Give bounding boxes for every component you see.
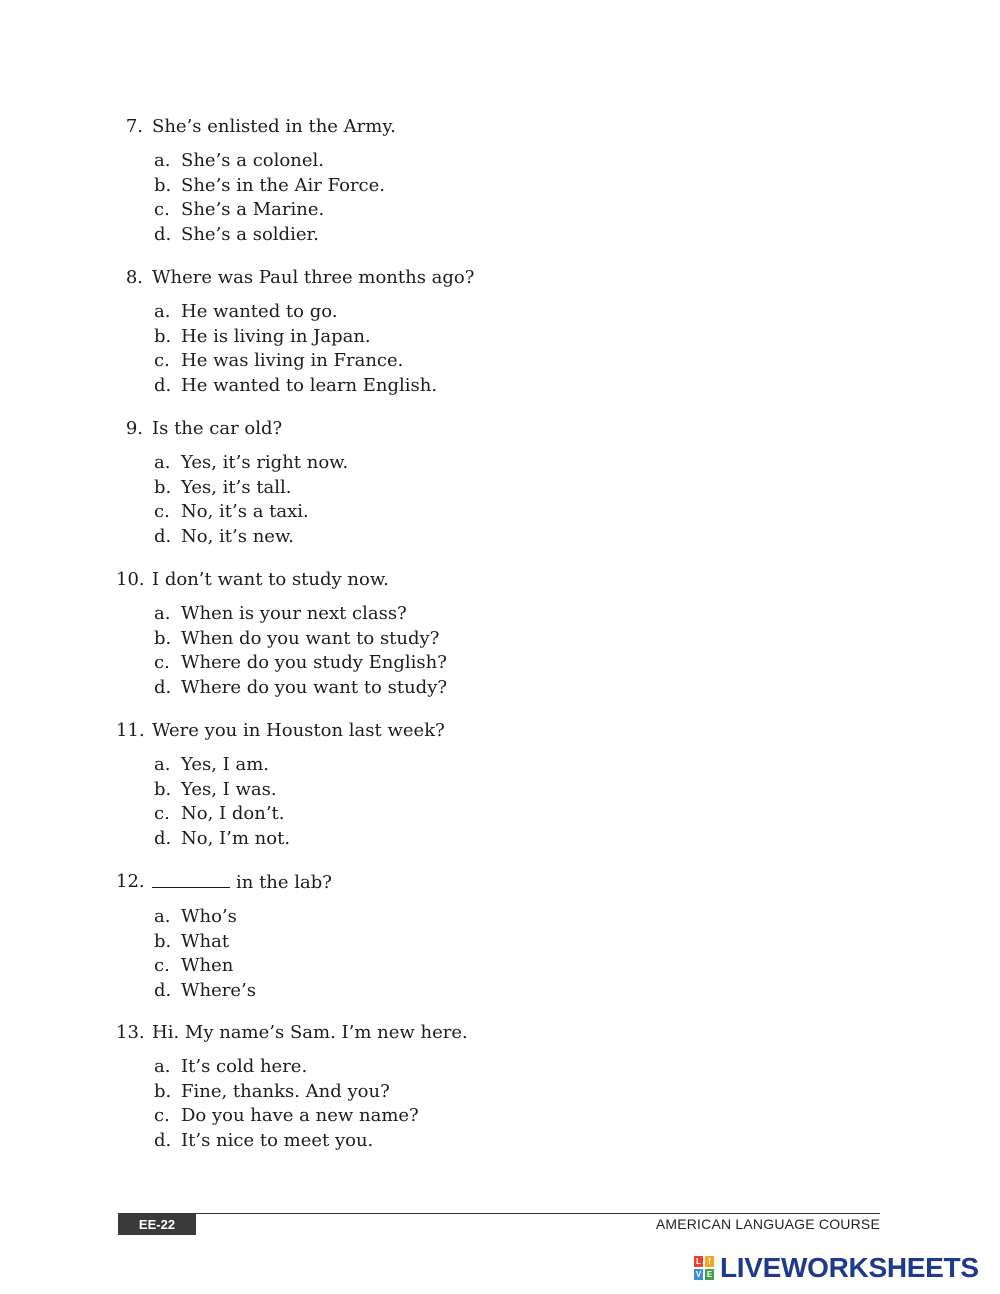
question-number: 11. [116,720,145,741]
option-letter: c. [154,652,170,674]
option-b[interactable] [154,778,816,803]
option-letter: b. [154,174,172,196]
option-text: She’s a soldier. [181,223,319,245]
option-b[interactable] [154,174,816,199]
option-text: It’s cold here. [181,1056,308,1077]
answer-options [154,753,816,851]
question-13 [116,1021,816,1153]
answer-options [154,602,816,700]
option-letter: b. [154,325,172,347]
question-11 [116,719,816,851]
answer-options [154,451,816,549]
option-text: It’s nice to meet you. [181,1129,374,1151]
option-c[interactable] [154,1104,816,1129]
option-a[interactable] [154,149,816,174]
option-letter: c. [154,199,170,221]
option-text: She’s a colonel. [181,150,324,171]
option-text: He wanted to learn English. [181,374,438,396]
option-d[interactable] [154,525,816,550]
option-a[interactable] [154,753,816,778]
question-10 [116,568,816,700]
option-b[interactable] [154,627,816,652]
liveworksheets-brand[interactable] [694,1253,979,1283]
liveworksheets-logo-icon [694,1256,714,1280]
option-b[interactable] [154,325,816,350]
answer-options [154,1055,816,1153]
question-number: 12. [116,871,145,892]
logo-tile: V [695,1270,702,1279]
option-text: He is living in Japan. [181,325,371,347]
question-7 [116,115,816,247]
page-number-badge: EE-22 [118,1214,196,1235]
option-text: He was living in France. [181,350,404,372]
option-letter: c. [154,350,170,372]
option-c[interactable] [154,349,816,374]
option-text: Yes, I am. [181,754,270,775]
option-letter: c. [154,1105,170,1127]
question-number: 9. [125,418,143,439]
option-letter: a. [154,1056,171,1077]
question-number: 8. [125,267,143,288]
question-stem: Is the car old? [152,418,283,439]
option-b[interactable] [154,1080,816,1105]
option-letter: b. [154,476,172,498]
option-text: Yes, it’s right now. [181,452,349,473]
logo-tile: L [694,1256,703,1267]
option-a[interactable] [154,1055,816,1080]
option-d[interactable] [154,374,816,399]
option-text: She’s in the Air Force. [181,174,386,196]
option-letter: a. [154,150,171,171]
option-text: When do you want to study? [181,627,440,649]
option-letter: d. [154,979,172,1001]
option-d[interactable] [154,1129,816,1154]
option-text: No, it’s a taxi. [181,501,309,523]
option-a[interactable] [154,602,816,627]
option-a[interactable] [154,300,816,325]
option-a[interactable] [154,451,816,476]
option-letter: b. [154,1080,172,1102]
option-letter: d. [154,676,172,698]
option-letter: d. [154,223,172,245]
question-stem: I don’t want to study now. [152,569,389,590]
option-letter: a. [154,906,171,927]
question-9 [116,417,816,549]
answer-options [154,300,816,398]
option-c[interactable] [154,954,816,979]
option-c[interactable] [154,500,816,525]
fill-in-blank [152,870,230,888]
option-letter: d. [154,374,172,396]
option-text: Yes, I was. [181,778,277,800]
brand-name: LIVEWORKSHEETS [720,1252,979,1283]
question-number: 7. [125,116,143,137]
option-text: When [181,955,234,977]
logo-tile: E [706,1270,713,1279]
option-c[interactable] [154,198,816,223]
option-letter: a. [154,301,171,322]
option-letter: a. [154,452,171,473]
option-d[interactable] [154,676,816,701]
question-stem: Where was Paul three months ago? [152,267,475,288]
option-text: Where’s [181,979,256,1001]
option-text: Who’s [181,906,237,927]
option-letter: d. [154,1129,172,1151]
question-stem: She’s enlisted in the Army. [152,116,396,137]
option-letter: c. [154,501,170,523]
option-c[interactable] [154,802,816,827]
option-letter: b. [154,930,172,952]
option-text: Yes, it’s tall. [181,476,292,498]
option-text: When is your next class? [181,603,407,624]
question-8 [116,266,816,398]
question-number: 10. [116,569,145,590]
option-text: No, it’s new. [181,525,294,547]
option-text: He wanted to go. [181,301,338,322]
option-text: Do you have a new name? [181,1105,419,1127]
option-c[interactable] [154,651,816,676]
option-b[interactable] [154,930,816,955]
option-letter: a. [154,754,171,775]
option-text: What [181,930,230,952]
question-stem: Were you in Houston last week? [152,720,445,741]
option-text: She’s a Marine. [181,199,325,221]
option-letter: b. [154,778,172,800]
option-letter: a. [154,603,171,624]
footer-divider [118,1213,880,1214]
option-text: Where do you study English? [181,652,447,674]
question-12 [116,870,816,1003]
option-letter: c. [154,955,170,977]
option-text: Where do you want to study? [181,676,448,698]
option-letter: d. [154,827,172,849]
option-letter: c. [154,803,170,825]
option-b[interactable] [154,476,816,501]
option-letter: d. [154,525,172,547]
option-letter: b. [154,627,172,649]
option-d[interactable] [154,979,816,1004]
option-a[interactable] [154,905,816,930]
option-d[interactable] [154,827,816,852]
logo-tile: I [705,1256,714,1267]
question-stem: Hi. My name’s Sam. I’m new here. [152,1022,468,1043]
option-d[interactable] [154,223,816,248]
answer-options [154,905,816,1003]
option-text: No, I’m not. [181,827,291,849]
option-text: No, I don’t. [181,803,285,825]
question-number: 13. [116,1022,145,1043]
question-stem: in the lab? [236,872,332,893]
answer-options [154,149,816,247]
course-title: AMERICAN LANGUAGE COURSE [655,1216,880,1232]
option-text: Fine, thanks. And you? [181,1080,390,1102]
